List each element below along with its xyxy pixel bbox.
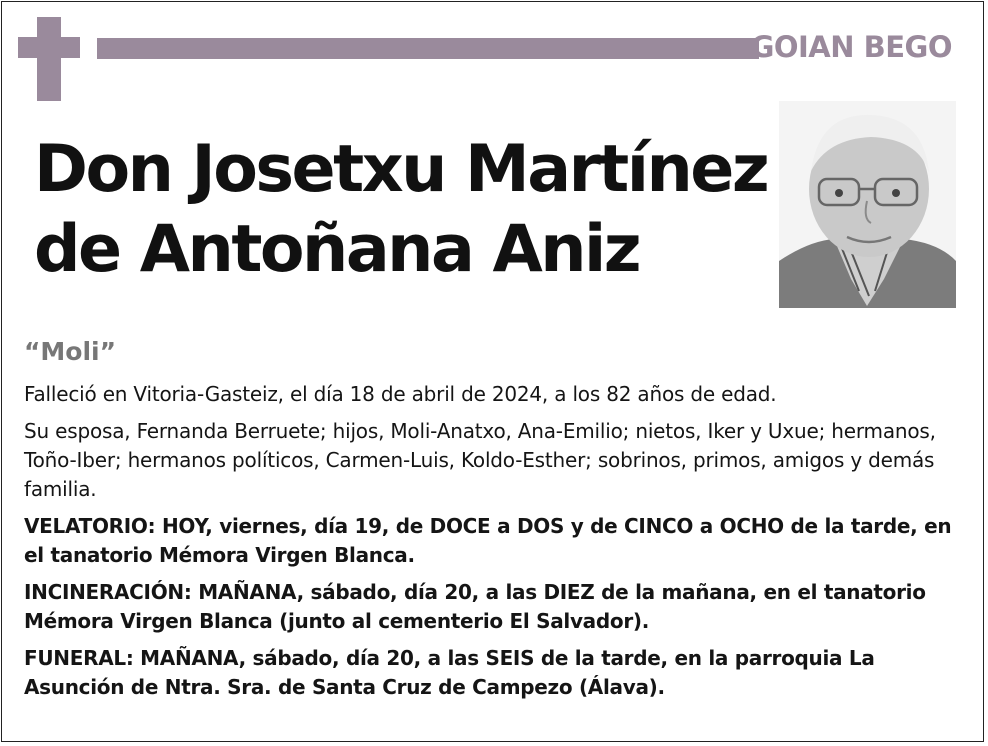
nickname: “Moli”	[24, 337, 117, 366]
cremation-info: INCINERACIÓN: MAÑANA, sábado, día 20, a las DIEZ de la mañana, en el tanatorio Mémora Virgen Blanca (junto al cementerio El Salvador).	[24, 580, 926, 633]
wake-info: VELATORIO: HOY, viernes, día 19, de DOCE a DOS y de CINCO a OCHO de la tarde, en el tanatorio Mémora Virgen Blanca.	[24, 514, 952, 567]
death-notice: Falleció en Vitoria-Gasteiz, el día 18 de abril de 2024, a los 82 años de edad.	[24, 382, 777, 406]
header-rule	[97, 38, 759, 59]
name-line-1: Don Josetxu Martínez	[34, 132, 768, 207]
name-line-2: de Antoñana Aniz	[34, 212, 640, 287]
portrait-photo	[779, 101, 956, 308]
cross-icon	[37, 17, 61, 101]
obituary-body	[24, 380, 959, 710]
brand-label: GOIAN BEGO	[750, 30, 952, 64]
cross-icon-bar	[18, 37, 80, 58]
deceased-name	[34, 130, 774, 290]
funeral-info: FUNERAL: MAÑANA, sábado, día 20, a las SEIS de la tarde, en la parroquia La Asunción de Ntra. Sra. de Santa Cruz de Campezo (Álava).	[24, 646, 875, 699]
family-list: Su esposa, Fernanda Berruete; hijos, Moli-Anatxo, Ana-Emilio; nietos, Iker y Uxue; hermanos, Toño-Iber; hermanos políticos, Carmen-Luis, Koldo-Esther; sobrinos, primos, amigos y demás familia.	[24, 419, 936, 501]
